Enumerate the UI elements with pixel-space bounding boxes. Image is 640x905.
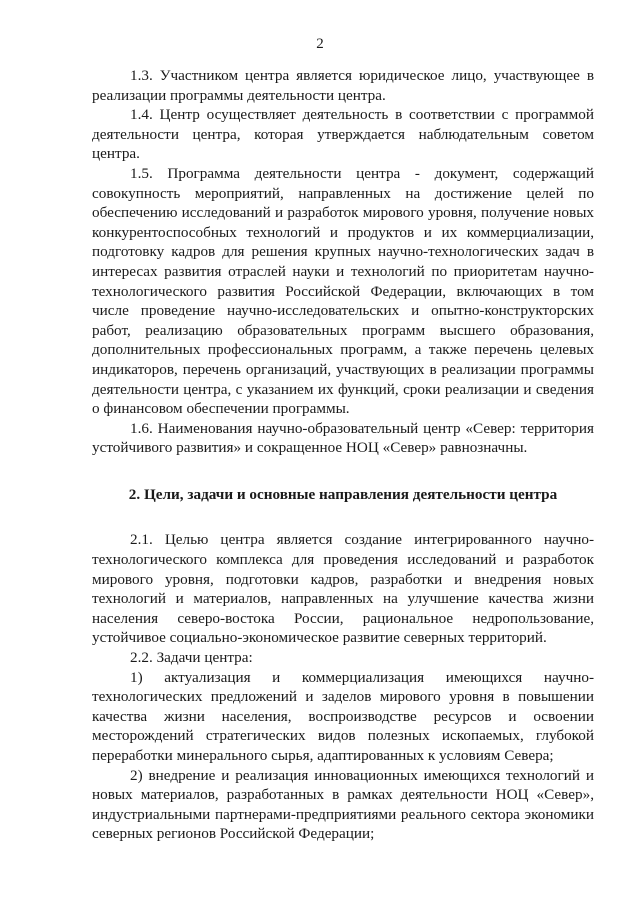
list-item-1: 1) актуализация и коммерциализация имеющихся научно-технологических предложений и заделов мирового уровня в повышении качества жизни населения, воспроизводстве ресурсов и освоении месторождений стратегических видов полезных ископаемых, глубокой переработки минерального сырья, адаптированных к условиям Севера;	[92, 668, 594, 764]
paragraph-1-4: 1.4. Центр осуществляет деятельность в соответствии с программой деятельности центра, которая утверждается наблюдательным советом центра.	[92, 106, 594, 163]
list-item-2: 2) внедрение и реализация инновационных имеющихся технологий и новых материалов, разработанных в рамках деятельности НОЦ «Север», индустриальными партнерами-предприятиями реального сектора экономики северных регионов Российской Федерации;	[92, 766, 594, 843]
paragraph-1-5: 1.5. Программа деятельности центра - документ, содержащий совокупность мероприятий, направленных на достижение целей по обеспечению исследований и разработок мирового уровня, получение новых конкурентоспособных технологий и продуктов и их коммерциализации, подготовку кадров для решения крупных научно-технологических задач в интересах развития отраслей науки и технологий по приоритетам научно-технологического развития Российской Федерации, включающих в том числе проведение научно-исследовательских и опытно-конструкторских работ, реализацию образовательных программ высшего образования, дополнительных профессиональных программ, а также перечень целевых индикаторов, перечень организаций, участвующих в реализации программы деятельности центра, с указанием их функций, сроки реализации и сведения о финансовом обеспечении программы.	[92, 164, 594, 418]
paragraph-2-1: 2.1. Целью центра является создание интегрированного научно-технологического комплекса для проведения исследований и разработок мирового уровня, подготовки кадров, разработки и внедрения новых технологий и материалов, направленных на улучшение качества жизни населения северо-востока России, рациональное недропользование, устойчивое социально-экономическое развитие северных территорий.	[92, 531, 594, 647]
section-heading: 2. Цели, задачи и основные направления деятельности центра	[128, 485, 558, 503]
paragraph-2-2: 2.2. Задачи центра:	[130, 649, 253, 667]
paragraph-1-6: 1.6. Наименования научно-образовательный центр «Север: территория устойчивого развития» и сокращенное НОЦ «Север» равнозначны.	[92, 419, 594, 457]
document-body	[92, 66, 594, 844]
page-number: 2	[316, 36, 324, 52]
paragraph-1-3: 1.3. Участником центра является юридическое лицо, участвующее в реализации программы деятельности центра.	[92, 67, 594, 104]
